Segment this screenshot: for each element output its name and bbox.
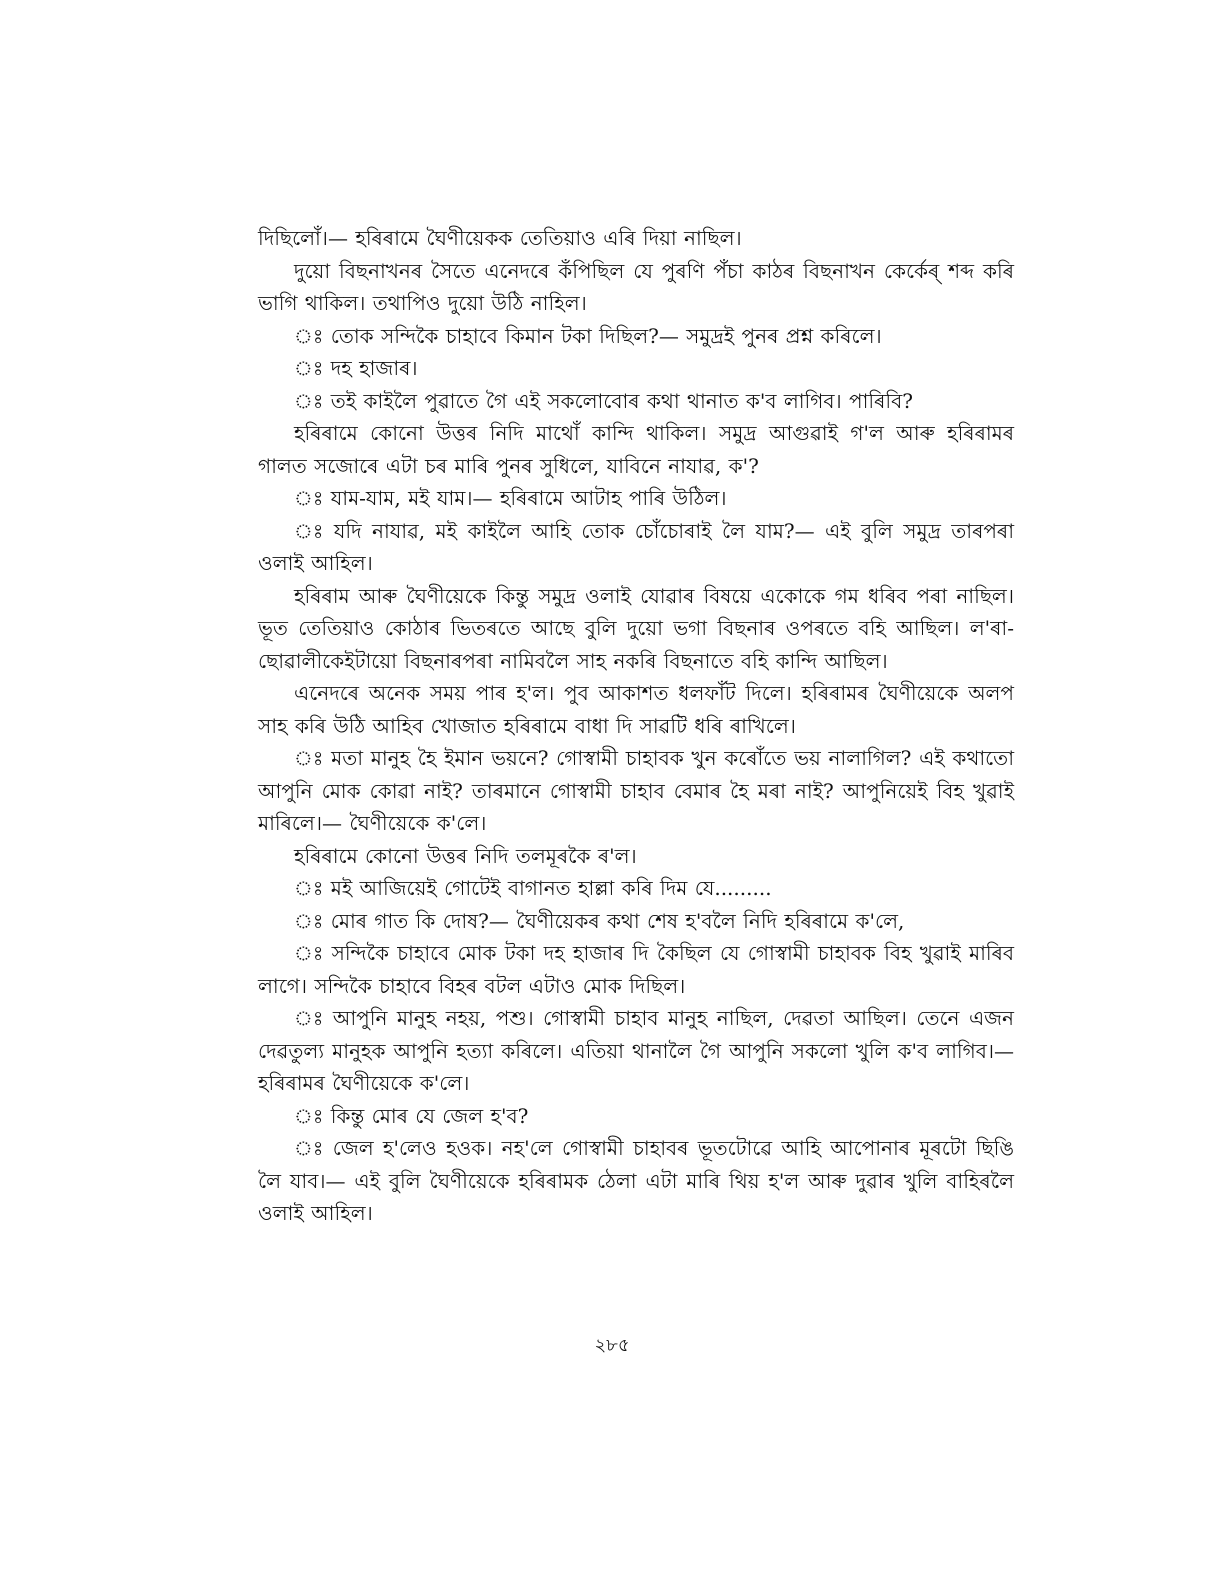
paragraph-18: ঃ জেল হ'লেও হওক। নহ'লে গোস্বামী চাহাবৰ ভূতটোৱে আহি আপোনাৰ মূৰটো ছিঙি লৈ যাব।— এই বুলি ঘৈণীয়েকে হৰিৰামক ঠেলা এটা মাৰি থিয় হ'ল আৰু দুৱাৰ খুলি বাহিৰলৈ ওলাই আহিল।: [258, 1136, 1014, 1225]
paragraph-14: ঃ মোৰ গাত কি দোষ?— ঘৈণীয়েকৰ কথা শেষ হ'বলৈ নিদি হৰিৰামে ক'লে,: [294, 908, 905, 933]
paragraph-12: হৰিৰামে কোনো উত্তৰ নিদি তলমূৰকৈ ৰ'ল।: [294, 843, 637, 868]
paragraph-2: দুয়ো বিছনাখনৰ সৈতে এনেদৰে কঁপিছিল যে পুৰণি পঁচা কাঠৰ বিছনাখন কেৰ্কেৰ্ শব্দ কৰি ভাগি থাকিল। তথাপিও দুয়ো উঠি নাহিল।: [258, 258, 1014, 315]
paragraph-7: ঃ যাম-যাম, মই যাম।— হৰিৰামে আটাহ পাৰি উঠিল।: [294, 486, 727, 510]
paragraph-6: হৰিৰামে কোনো উত্তৰ নিদি মাথোঁ কান্দি থাকিল। সমুদ্ৰ আগুৱাই গ'ল আৰু হৰিৰামৰ গালত সজোৰে এটা চৰ মাৰি পুনৰ সুধিলে, যাবিনে নাযাৱ, ক'?: [258, 421, 1014, 478]
paragraph-4: ঃ দহ হাজাৰ।: [294, 356, 418, 380]
paragraph-11: ঃ মতা মানুহ হৈ ইমান ভয়নে? গোস্বামী চাহাবক খুন কৰোঁতে ভয় নালাগিল? এই কথাতো আপুনি মোক কোৱা নাই? তাৰমানে গোস্বামী চাহাব বেমাৰ হৈ মৰা নাই? আপুনিয়েই বিহ খুৱাই মাৰিলে।— ঘৈণীয়েকে ক'লে।: [258, 746, 1014, 835]
paragraph-10: এনেদৰে অনেক সময় পাৰ হ'ল। পুব আকাশত ধলফাঁট দিলে। হৰিৰামৰ ঘৈণীয়েকে অলপ সাহ কৰি উঠি আহিব খোজাত হৰিৰামে বাধা দি সাৱটি ধৰি ৰাখিলে।: [258, 681, 1014, 738]
paragraph-8: ঃ যদি নাযাৱ, মই কাইলৈ আহি তোক চোঁচোৰাই লৈ যাম?— এই বুলি সমুদ্ৰ তাৰপৰা ওলাই আহিল।: [258, 518, 1014, 575]
paragraph-3: ঃ তোক সন্দিকৈ চাহাবে কিমান টকা দিছিল?— সমুদ্ৰই পুনৰ প্ৰশ্ন কৰিলে।: [294, 323, 882, 348]
paragraph-1: দিছিলোঁ।— হৰিৰামে ঘৈণীয়েকক তেতিয়াও এৰি দিয়া নাছিল।: [258, 226, 742, 250]
paragraph-9: হৰিৰাম আৰু ঘৈণীয়েকে কিন্তু সমুদ্ৰ ওলাই যোৱাৰ বিষয়ে একোকে গম ধৰিব পৰা নাছিল। ভূত তেতিয়াও কোঠাৰ ভিতৰতে আছে বুলি দুয়ো ভগা বিছনাৰ ওপৰতে বহি আছিল। ল'ৰা-ছোৱালীকেইটায়ো বিছনাৰপৰা নামিবলৈ সাহ নকৰি বিছনাতে বহি কান্দি আছিল।: [258, 583, 1014, 673]
paragraph-16: ঃ আপুনি মানুহ নহয়, পশু। গোস্বামী চাহাব মানুহ নাছিল, দেৱতা আছিল। তেনে এজন দেৱতুল্য মানুহক আপুনি হত্যা কৰিলে। এতিয়া থানালৈ গৈ আপুনি সকলো খুলি ক'ব লাগিব।— হৰিৰামৰ ঘৈণীয়েকে ক'লে।: [258, 1006, 1014, 1095]
paragraph-17: ঃ কিন্তু মোৰ যে জেল হ'ব?: [294, 1103, 529, 1128]
page-number: ২৮৫: [594, 1335, 630, 1356]
paragraph-15: ঃ সন্দিকৈ চাহাবে মোক টকা দহ হাজাৰ দি কৈছিল যে গোস্বামী চাহাবক বিহ খুৱাই মাৰিব লাগে। সন্দিকৈ চাহাবে বিহৰ বটল এটাও মোক দিছিল।: [258, 941, 1014, 998]
page-body: [258, 222, 1014, 1230]
paragraph-5: ঃ তই কাইলৈ পুৱাতে গৈ এই সকলোবোৰ কথা থানাত ক'ব লাগিব। পাৰিবি?: [294, 388, 913, 413]
paragraph-13: ঃ মই আজিয়েই গোটেই বাগানত হাল্লা কৰি দিম যে.........: [294, 876, 772, 900]
